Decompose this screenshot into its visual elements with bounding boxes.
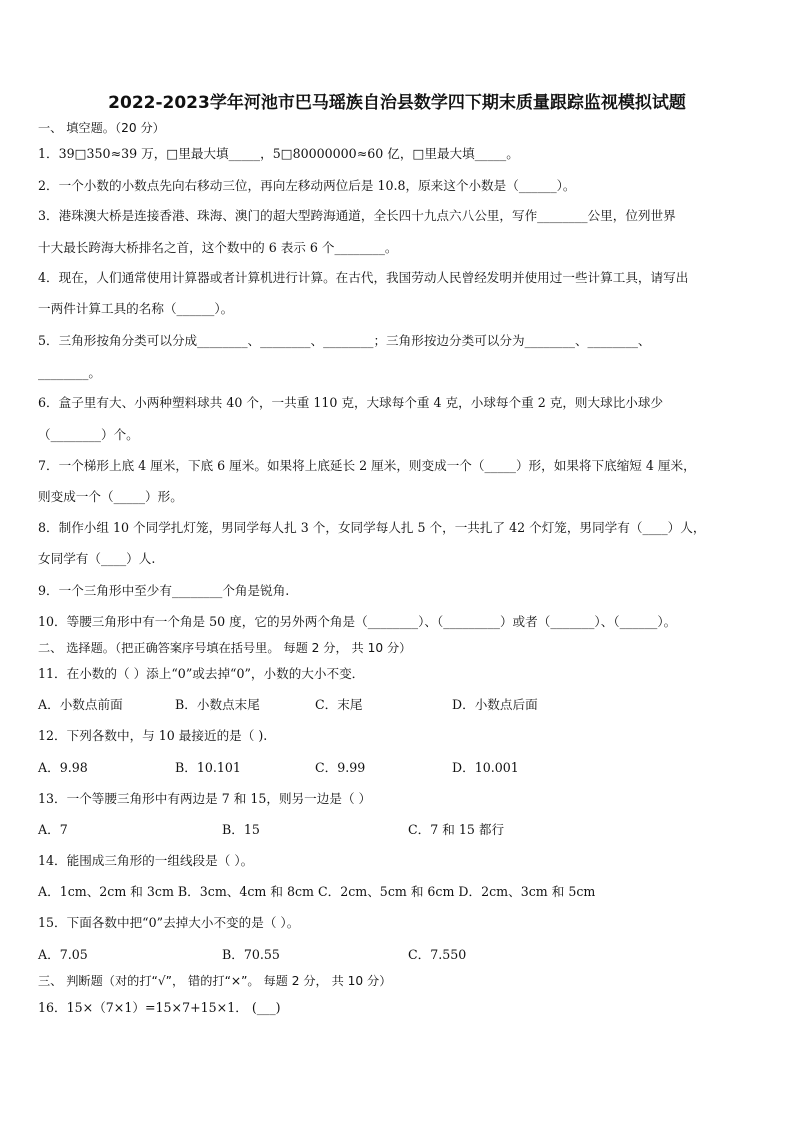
- question-7-line-2: 则变成一个（_____）形。: [38, 489, 183, 504]
- q15-option-b: B．70.55: [222, 947, 280, 962]
- q13-option-a: A．7: [38, 822, 68, 837]
- question-6-line-2: （________）个。: [38, 427, 139, 442]
- question-5-line-2: ________。: [38, 365, 101, 380]
- q15-option-a: A．7.05: [38, 947, 88, 962]
- page-title: 2022-2023学年河池市巴马瑶族自治县数学四下期末质量跟踪监视模拟试题: [108, 93, 686, 113]
- q11-option-c: C．末尾: [315, 697, 363, 712]
- question-16: 16．15×（7×1）=15×7+15×1． (___): [38, 1000, 281, 1015]
- q11-option-d: D．小数点后面: [452, 697, 538, 712]
- q11-option-a: A．小数点前面: [38, 697, 123, 712]
- question-7-line-1: 7．一个梯形上底 4 厘米，下底 6 厘米。如果将上底延长 2 厘米，则变成一个（_____）形，如果将下底缩短 4 厘米，: [38, 458, 696, 473]
- q12-option-b: B．10.101: [175, 760, 241, 775]
- question-8-line-2: 女同学有（____）人.: [38, 551, 156, 566]
- q12-option-a: A．9.98: [38, 760, 88, 775]
- q12-option-d: D．10.001: [452, 760, 519, 775]
- question-5-line-1: 5．三角形按角分类可以分成________、________、________；三角形按边分类可以分为________、________、: [38, 333, 651, 348]
- question-10: 10．等腰三角形中有一个角是 50 度，它的另外两个角是（________）、（_________）或者（_______）、（______）。: [38, 614, 677, 629]
- question-13: 13．一个等腰三角形中有两边是 7 和 15，则另一边是（ ）: [38, 791, 372, 806]
- question-14: 14．能围成三角形的一组线段是（ ）。: [38, 853, 254, 868]
- question-1: 1．39□350≈39 万，□里最大填_____，5□80000000≈60 亿，□里最大填_____。: [38, 146, 519, 161]
- section-fill-blank-heading: 一、 填空题。（20 分）: [38, 121, 165, 135]
- question-9: 9．一个三角形中至少有________个角是锐角.: [38, 583, 290, 598]
- section-judge-heading: 三、 判断题（对的打“√”， 错的打“×”。 每题 2 分， 共 10 分）: [38, 974, 392, 988]
- question-15: 15．下面各数中把“0”去掉大小不变的是（ ）。: [38, 915, 300, 930]
- section-choice-heading: 二、 选择题。（把正确答案序号填在括号里。 每题 2 分， 共 10 分）: [38, 641, 412, 655]
- question-12: 12．下列各数中，与 10 最接近的是（ ).: [38, 728, 268, 743]
- q11-option-b: B．小数点末尾: [175, 697, 260, 712]
- q14-options: A．1cm、2cm 和 3cm B．3cm、4cm 和 8cm C．2cm、5cm 和 6cm D．2cm、3cm 和 5cm: [38, 884, 596, 899]
- q15-option-c: C．7.550: [408, 947, 467, 962]
- question-8-line-1: 8．制作小组 10 个同学扎灯笼，男同学每人扎 3 个，女同学每人扎 5 个，一共扎了 42 个灯笼，男同学有（____）人，: [38, 520, 706, 535]
- q13-option-b: B．15: [222, 822, 260, 837]
- question-4-line-2: 一两件计算工具的名称（______）。: [38, 301, 234, 316]
- question-3-line-2: 十大最长跨海大桥排名之首，这个数中的 6 表示 6 个________。: [38, 240, 398, 255]
- q12-option-c: C．9.99: [315, 760, 366, 775]
- question-2: 2．一个小数的小数点先向右移动三位，再向左移动两位后是 10.8，原来这个小数是（______）。: [38, 178, 576, 193]
- q13-option-c: C．7 和 15 都行: [408, 822, 505, 837]
- question-6-line-1: 6．盒子里有大、小两种塑料球共 40 个，一共重 110 克，大球每个重 4 克，小球每个重 2 克，则大球比小球少: [38, 395, 664, 410]
- question-4-line-1: 4．现在，人们通常使用计算器或者计算机进行计算。在古代，我国劳动人民曾经发明并使用过一些计算工具，请写出: [38, 270, 689, 285]
- question-11: 11．在小数的（ ）添上“0”或去掉“0”，小数的大小不变．: [38, 666, 365, 681]
- question-3-line-1: 3．港珠澳大桥是连接香港、珠海、澳门的超大型跨海通道，全长四十九点六八公里，写作________公里，位列世界: [38, 208, 676, 223]
